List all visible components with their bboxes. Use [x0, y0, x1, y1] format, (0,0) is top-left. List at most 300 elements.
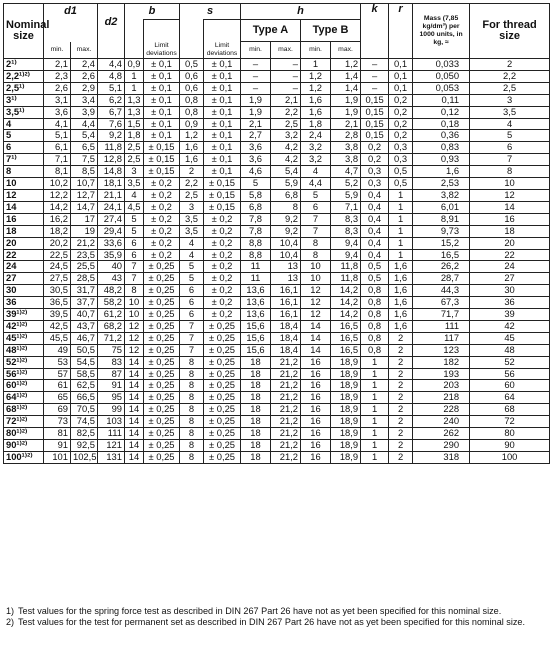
- cell-nominal-size: 10: [4, 178, 44, 190]
- cell-h-type-b-min: 1,6: [301, 106, 331, 118]
- cell-thread-size: 12: [470, 189, 550, 201]
- cell-k: 0,15: [361, 94, 389, 106]
- cell-h-type-b-min: 3,2: [301, 154, 331, 166]
- cell-nominal-size: 2,2¹⁾²⁾: [4, 70, 44, 82]
- cell-h-type-a-max: 5,4: [271, 166, 301, 178]
- cell-d2: 6,7: [98, 106, 125, 118]
- cell-k: 0,4: [361, 189, 389, 201]
- cell-s-deviation: ± 0,25: [204, 344, 241, 356]
- cell-s-deviation: ± 0,1: [204, 94, 241, 106]
- cell-h-type-b-min: 16: [301, 392, 331, 404]
- table-row: [4, 356, 550, 368]
- cell-b: 14: [125, 356, 144, 368]
- cell-nominal-size: 12: [4, 189, 44, 201]
- cell-d1-min: 24,5: [44, 261, 71, 273]
- cell-nominal-size: 16: [4, 213, 44, 225]
- header-k: k: [361, 4, 389, 59]
- cell-b-deviation: ± 0,25: [144, 440, 180, 452]
- table-row: [4, 416, 550, 428]
- cell-h-type-a-max: 13: [271, 261, 301, 273]
- cell-s: 0,6: [180, 82, 204, 94]
- cell-k: 0,8: [361, 344, 389, 356]
- cell-r: 1: [389, 249, 413, 261]
- cell-mass: 44,3: [413, 285, 470, 297]
- cell-d1-min: 27,5: [44, 273, 71, 285]
- cell-r: 1,6: [389, 320, 413, 332]
- cell-d1-min: 22,5: [44, 249, 71, 261]
- cell-nominal-size: 90¹⁾²⁾: [4, 440, 44, 452]
- table-row: [4, 261, 550, 273]
- cell-r: 1: [389, 201, 413, 213]
- cell-s: 3,5: [180, 213, 204, 225]
- cell-h-type-a-min: 8,8: [241, 237, 271, 249]
- header-type-b-max: max.: [331, 42, 361, 59]
- cell-d1-max: 43,7: [71, 320, 98, 332]
- header-d1-min: min.: [44, 42, 71, 59]
- cell-s-deviation: ± 0,25: [204, 416, 241, 428]
- cell-h-type-a-max: –: [271, 82, 301, 94]
- cell-h-type-b-min: 3,2: [301, 142, 331, 154]
- table-row: [4, 225, 550, 237]
- cell-thread-size: 7: [470, 154, 550, 166]
- cell-d2: 121: [98, 440, 125, 452]
- table-row: [4, 380, 550, 392]
- cell-r: 0,2: [389, 118, 413, 130]
- cell-r: 2: [389, 416, 413, 428]
- cell-s: 7: [180, 320, 204, 332]
- cell-d2: 87: [98, 368, 125, 380]
- cell-s: 4: [180, 237, 204, 249]
- table-row: [4, 189, 550, 201]
- cell-d1-max: 25,5: [71, 261, 98, 273]
- cell-r: 1: [389, 237, 413, 249]
- header-thread-size: For thread size: [470, 4, 550, 59]
- cell-h-type-b-min: 16: [301, 416, 331, 428]
- cell-b: 8: [125, 285, 144, 297]
- cell-mass: 0,11: [413, 94, 470, 106]
- cell-r: 0,1: [389, 70, 413, 82]
- cell-b-deviation: ± 0,25: [144, 332, 180, 344]
- cell-b: 1,3: [125, 94, 144, 106]
- cell-b: 14: [125, 404, 144, 416]
- cell-d2: 71,2: [98, 332, 125, 344]
- cell-d1-min: 8,1: [44, 166, 71, 178]
- cell-thread-size: 64: [470, 392, 550, 404]
- cell-k: 0,15: [361, 106, 389, 118]
- cell-nominal-size: 30: [4, 285, 44, 297]
- cell-k: 1: [361, 356, 389, 368]
- cell-b: 10: [125, 309, 144, 321]
- cell-thread-size: 5: [470, 130, 550, 142]
- cell-h-type-a-max: 2,1: [271, 94, 301, 106]
- cell-nominal-size: 4: [4, 118, 44, 130]
- washer-dimensions-table: [3, 3, 550, 464]
- cell-r: 0,2: [389, 106, 413, 118]
- cell-s-deviation: ± 0,25: [204, 320, 241, 332]
- cell-h-type-a-max: 9,2: [271, 213, 301, 225]
- cell-b: 4: [125, 189, 144, 201]
- cell-s: 5: [180, 261, 204, 273]
- cell-h-type-b-min: 1,2: [301, 70, 331, 82]
- header-mass: Mass (7,85 kg/dm³) per 1000 units, in kg, ≈: [413, 4, 470, 59]
- cell-mass: 0,050: [413, 70, 470, 82]
- cell-r: 0,5: [389, 166, 413, 178]
- cell-h-type-b-max: 8,3: [331, 225, 361, 237]
- cell-b-deviation: ± 0,1: [144, 118, 180, 130]
- cell-b: 14: [125, 451, 144, 463]
- cell-h-type-a-max: 18,4: [271, 332, 301, 344]
- cell-nominal-size: 100¹⁾²⁾: [4, 451, 44, 463]
- cell-nominal-size: 60¹⁾²⁾: [4, 380, 44, 392]
- cell-r: 2: [389, 380, 413, 392]
- cell-h-type-a-min: 18: [241, 380, 271, 392]
- cell-b: 1: [125, 82, 144, 94]
- cell-d2: 14,8: [98, 166, 125, 178]
- cell-h-type-a-max: 21,2: [271, 356, 301, 368]
- cell-h-type-b-max: 8,3: [331, 213, 361, 225]
- cell-r: 1,6: [389, 261, 413, 273]
- cell-s-deviation: ± 0,1: [204, 166, 241, 178]
- cell-h-type-b-min: 4: [301, 166, 331, 178]
- cell-h-type-a-min: 18: [241, 451, 271, 463]
- cell-k: 0,4: [361, 249, 389, 261]
- cell-h-type-b-max: 3,8: [331, 154, 361, 166]
- table-row: [4, 344, 550, 356]
- cell-r: 0,1: [389, 59, 413, 71]
- cell-b-deviation: ± 0,1: [144, 59, 180, 71]
- cell-b-deviation: ± 0,2: [144, 213, 180, 225]
- table-row: [4, 118, 550, 130]
- cell-h-type-a-min: 18: [241, 404, 271, 416]
- cell-k: –: [361, 82, 389, 94]
- cell-d1-min: 45,5: [44, 332, 71, 344]
- cell-d1-max: 46,7: [71, 332, 98, 344]
- cell-h-type-b-min: 8: [301, 249, 331, 261]
- cell-nominal-size: 39¹⁾²⁾: [4, 309, 44, 321]
- cell-b-deviation: ± 0,25: [144, 344, 180, 356]
- cell-s-deviation: ± 0,2: [204, 237, 241, 249]
- cell-d1-min: 4,1: [44, 118, 71, 130]
- cell-h-type-b-min: 1,6: [301, 94, 331, 106]
- cell-b-deviation: ± 0,25: [144, 428, 180, 440]
- footnotes: [6, 606, 550, 628]
- header-b: b: [125, 4, 180, 20]
- cell-h-type-a-max: 21,2: [271, 440, 301, 452]
- cell-mass: 0,053: [413, 82, 470, 94]
- cell-mass: 203: [413, 380, 470, 392]
- cell-d1-max: 3,9: [71, 106, 98, 118]
- cell-nominal-size: 8: [4, 166, 44, 178]
- cell-d1-min: 2,3: [44, 70, 71, 82]
- cell-k: 0,15: [361, 130, 389, 142]
- cell-h-type-a-max: –: [271, 70, 301, 82]
- cell-d1-min: 2,6: [44, 82, 71, 94]
- cell-mass: 2,53: [413, 178, 470, 190]
- cell-b-deviation: ± 0,2: [144, 237, 180, 249]
- cell-h-type-a-max: 4,2: [271, 154, 301, 166]
- cell-s-deviation: ± 0,25: [204, 392, 241, 404]
- cell-k: 0,5: [361, 273, 389, 285]
- cell-d2: 61,2: [98, 309, 125, 321]
- cell-s-deviation: ± 0,2: [204, 309, 241, 321]
- cell-k: 0,8: [361, 297, 389, 309]
- cell-s: 6: [180, 297, 204, 309]
- cell-d1-min: 6,1: [44, 142, 71, 154]
- cell-thread-size: 18: [470, 225, 550, 237]
- cell-d1-max: 14,7: [71, 201, 98, 213]
- cell-r: 0,3: [389, 154, 413, 166]
- cell-h-type-b-max: 3,8: [331, 142, 361, 154]
- cell-r: 1,6: [389, 309, 413, 321]
- cell-h-type-a-min: 2,1: [241, 118, 271, 130]
- cell-h-type-a-max: 9,2: [271, 225, 301, 237]
- cell-nominal-size: 24: [4, 261, 44, 273]
- cell-r: 0,2: [389, 130, 413, 142]
- cell-mass: 318: [413, 451, 470, 463]
- cell-d1-max: 3,4: [71, 94, 98, 106]
- cell-thread-size: 22: [470, 249, 550, 261]
- cell-s-deviation: ± 0,2: [204, 285, 241, 297]
- cell-s: 5: [180, 273, 204, 285]
- table-row: [4, 285, 550, 297]
- table-row: [4, 297, 550, 309]
- cell-r: 1: [389, 213, 413, 225]
- cell-h-type-b-max: 16,5: [331, 320, 361, 332]
- cell-b-deviation: ± 0,2: [144, 189, 180, 201]
- header-d2: d2: [98, 4, 125, 42]
- cell-d1-max: 7,5: [71, 154, 98, 166]
- cell-b-deviation: ± 0,15: [144, 154, 180, 166]
- footnote-2: [6, 617, 550, 628]
- cell-h-type-a-max: 21,2: [271, 392, 301, 404]
- cell-b-deviation: ± 0,25: [144, 285, 180, 297]
- cell-b: 2,5: [125, 142, 144, 154]
- header-type-a-min: min.: [241, 42, 271, 59]
- cell-h-type-b-max: 18,9: [331, 428, 361, 440]
- cell-h-type-a-max: 6,8: [271, 189, 301, 201]
- cell-s: 3,5: [180, 225, 204, 237]
- cell-h-type-b-min: 16: [301, 451, 331, 463]
- cell-b-deviation: ± 0,2: [144, 225, 180, 237]
- cell-mass: 228: [413, 404, 470, 416]
- cell-h-type-b-min: 7: [301, 213, 331, 225]
- cell-s-deviation: ± 0,2: [204, 213, 241, 225]
- cell-d1-min: 3,1: [44, 94, 71, 106]
- cell-d2: 68,2: [98, 320, 125, 332]
- cell-h-type-a-max: 21,2: [271, 451, 301, 463]
- cell-h-type-b-max: 16,5: [331, 332, 361, 344]
- cell-nominal-size: 52¹⁾²⁾: [4, 356, 44, 368]
- cell-d1-min: 20,2: [44, 237, 71, 249]
- cell-k: 0,8: [361, 285, 389, 297]
- cell-h-type-b-max: 5,2: [331, 178, 361, 190]
- cell-h-type-a-max: 18,4: [271, 320, 301, 332]
- cell-h-type-a-max: 21,2: [271, 368, 301, 380]
- cell-s-deviation: ± 0,25: [204, 404, 241, 416]
- cell-h-type-b-max: 9,4: [331, 237, 361, 249]
- cell-k: 1: [361, 428, 389, 440]
- header-r: r: [389, 4, 413, 59]
- cell-b: 12: [125, 344, 144, 356]
- cell-s: 8: [180, 428, 204, 440]
- cell-h-type-a-min: 13,6: [241, 309, 271, 321]
- cell-d2: 4,4: [98, 59, 125, 71]
- table-row: [4, 166, 550, 178]
- cell-mass: 15,2: [413, 237, 470, 249]
- cell-h-type-a-min: –: [241, 59, 271, 71]
- cell-s: 8: [180, 404, 204, 416]
- cell-h-type-b-max: 18,9: [331, 380, 361, 392]
- cell-nominal-size: 2¹⁾: [4, 59, 44, 71]
- header-type-a-max: max.: [271, 42, 301, 59]
- cell-thread-size: 27: [470, 273, 550, 285]
- cell-k: –: [361, 59, 389, 71]
- cell-b: 3,5: [125, 178, 144, 190]
- cell-nominal-size: 2,5¹⁾: [4, 82, 44, 94]
- cell-d1-min: 7,1: [44, 154, 71, 166]
- cell-h-type-a-min: 15,6: [241, 344, 271, 356]
- cell-b: 4,5: [125, 201, 144, 213]
- cell-thread-size: 2,2: [470, 70, 550, 82]
- cell-mass: 123: [413, 344, 470, 356]
- cell-d1-max: 17: [71, 213, 98, 225]
- cell-thread-size: 52: [470, 356, 550, 368]
- cell-b-deviation: ± 0,25: [144, 309, 180, 321]
- cell-mass: 0,033: [413, 59, 470, 71]
- cell-nominal-size: 48¹⁾²⁾: [4, 344, 44, 356]
- cell-mass: 262: [413, 428, 470, 440]
- cell-h-type-a-max: 16,1: [271, 309, 301, 321]
- cell-d1-max: 2,6: [71, 70, 98, 82]
- cell-h-type-a-max: 18,4: [271, 344, 301, 356]
- cell-h-type-a-min: 18: [241, 356, 271, 368]
- cell-h-type-b-max: 18,9: [331, 392, 361, 404]
- cell-d2: 27,4: [98, 213, 125, 225]
- table-row: [4, 178, 550, 190]
- table-row: [4, 392, 550, 404]
- cell-d2: 12,8: [98, 154, 125, 166]
- cell-nominal-size: 72¹⁾²⁾: [4, 416, 44, 428]
- cell-d1-max: 12,7: [71, 189, 98, 201]
- cell-k: 0,8: [361, 320, 389, 332]
- cell-h-type-b-max: 14,2: [331, 285, 361, 297]
- cell-h-type-a-min: 13,6: [241, 285, 271, 297]
- cell-h-type-b-min: 16: [301, 440, 331, 452]
- cell-nominal-size: 64¹⁾²⁾: [4, 392, 44, 404]
- cell-b-deviation: ± 0,25: [144, 320, 180, 332]
- cell-d1-max: 10,7: [71, 178, 98, 190]
- footnote-1-text: Test values for the spring force test as described in DIN 267 Part 26 have not as yet been specified for this nominal size.: [18, 606, 502, 616]
- cell-thread-size: 45: [470, 332, 550, 344]
- cell-nominal-size: 20: [4, 237, 44, 249]
- cell-h-type-b-max: 18,9: [331, 368, 361, 380]
- cell-b: 14: [125, 428, 144, 440]
- cell-s: 8: [180, 451, 204, 463]
- cell-thread-size: 30: [470, 285, 550, 297]
- cell-s: 3: [180, 201, 204, 213]
- cell-h-type-b-max: 7,1: [331, 201, 361, 213]
- cell-k: 0,8: [361, 332, 389, 344]
- cell-nominal-size: 42¹⁾²⁾: [4, 320, 44, 332]
- cell-b: 0,9: [125, 59, 144, 71]
- header-b-nominal: [125, 20, 144, 59]
- cell-b: 6: [125, 237, 144, 249]
- cell-k: 1: [361, 440, 389, 452]
- cell-nominal-size: 5: [4, 130, 44, 142]
- cell-nominal-size: 7¹⁾: [4, 154, 44, 166]
- cell-d2: 95: [98, 392, 125, 404]
- cell-h-type-b-min: 6: [301, 201, 331, 213]
- cell-d1-min: 2,1: [44, 59, 71, 71]
- cell-h-type-a-min: 6,8: [241, 201, 271, 213]
- cell-d2: 48,2: [98, 285, 125, 297]
- cell-h-type-b-min: 16: [301, 380, 331, 392]
- cell-h-type-a-min: 5: [241, 178, 271, 190]
- cell-h-type-a-min: 15,6: [241, 332, 271, 344]
- cell-h-type-a-min: –: [241, 82, 271, 94]
- cell-d1-max: 92,5: [71, 440, 98, 452]
- cell-k: 0,8: [361, 309, 389, 321]
- cell-b: 1,5: [125, 118, 144, 130]
- cell-thread-size: 8: [470, 166, 550, 178]
- cell-d1-max: 82,5: [71, 428, 98, 440]
- cell-nominal-size: 18: [4, 225, 44, 237]
- cell-b-deviation: ± 0,25: [144, 261, 180, 273]
- cell-b: 7: [125, 273, 144, 285]
- cell-b-deviation: ± 0,25: [144, 368, 180, 380]
- footnote-2-mark: 2): [6, 617, 15, 627]
- cell-b-deviation: ± 0,1: [144, 82, 180, 94]
- header-nominal-size: Nominal size: [4, 4, 44, 59]
- cell-s: 6: [180, 309, 204, 321]
- cell-r: 1,6: [389, 273, 413, 285]
- cell-mass: 0,36: [413, 130, 470, 142]
- cell-thread-size: 6: [470, 142, 550, 154]
- cell-h-type-b-min: 2,4: [301, 130, 331, 142]
- cell-s: 6: [180, 285, 204, 297]
- cell-h-type-b-max: 18,9: [331, 404, 361, 416]
- cell-h-type-a-min: 2,7: [241, 130, 271, 142]
- cell-h-type-b-min: 5: [301, 189, 331, 201]
- table-row: [4, 404, 550, 416]
- cell-h-type-b-min: 8: [301, 237, 331, 249]
- cell-b-deviation: ± 0,1: [144, 70, 180, 82]
- cell-d2: 83: [98, 356, 125, 368]
- cell-d1-min: 14,2: [44, 201, 71, 213]
- table-row: [4, 332, 550, 344]
- cell-mass: 16,5: [413, 249, 470, 261]
- cell-d1-max: 62,5: [71, 380, 98, 392]
- cell-k: 1: [361, 416, 389, 428]
- cell-h-type-a-min: 18: [241, 368, 271, 380]
- cell-s-deviation: ± 0,15: [204, 201, 241, 213]
- cell-thread-size: 48: [470, 344, 550, 356]
- header-type-b-min: min.: [301, 42, 331, 59]
- cell-d1-min: 73: [44, 416, 71, 428]
- cell-d1-min: 36,5: [44, 297, 71, 309]
- cell-d1-min: 53: [44, 356, 71, 368]
- cell-s-deviation: ± 0,25: [204, 451, 241, 463]
- cell-h-type-b-min: 14: [301, 344, 331, 356]
- cell-d1-min: 30,5: [44, 285, 71, 297]
- cell-b-deviation: ± 0,15: [144, 166, 180, 178]
- cell-d1-max: 4,4: [71, 118, 98, 130]
- cell-nominal-size: 3¹⁾: [4, 94, 44, 106]
- table-row: [4, 273, 550, 285]
- cell-b: 12: [125, 320, 144, 332]
- cell-thread-size: 39: [470, 309, 550, 321]
- cell-b: 2,5: [125, 154, 144, 166]
